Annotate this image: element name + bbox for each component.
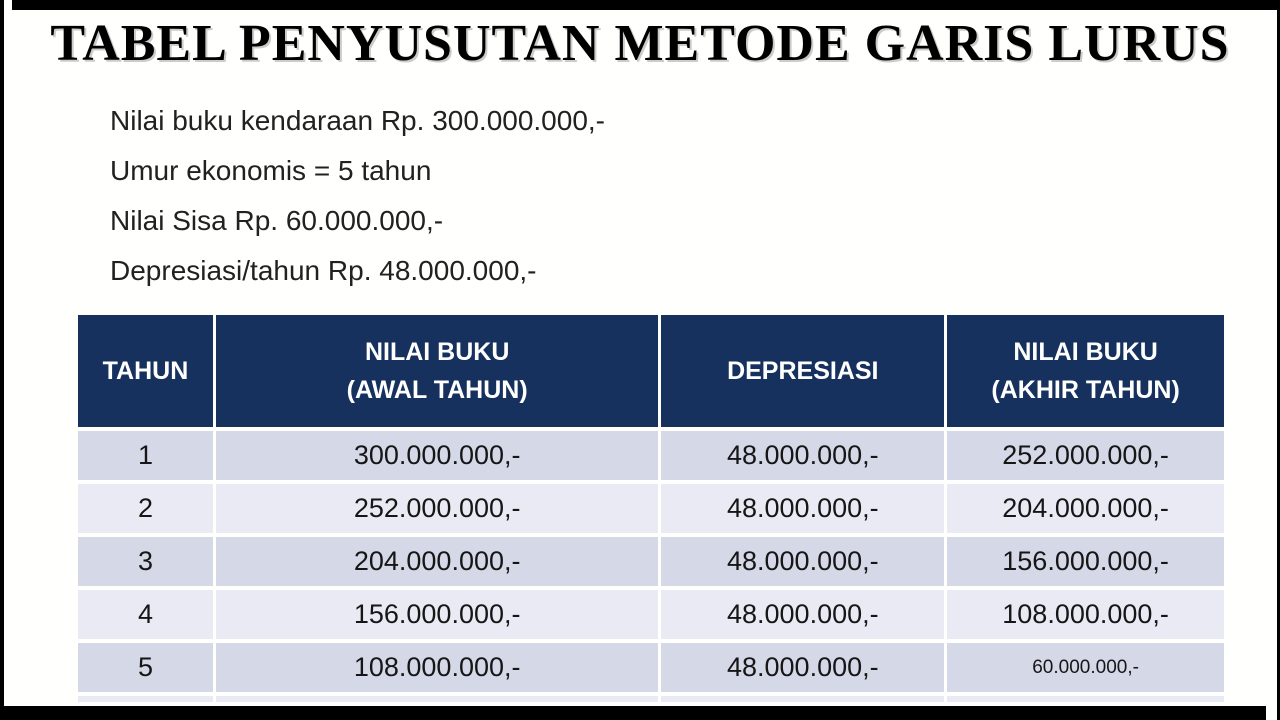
letterbox-top-bar [12, 0, 1280, 10]
slide-title: TABEL PENYUSUTAN METODE GARIS LURUS [50, 15, 1230, 72]
frame-left-edge [0, 0, 4, 706]
column-header-nilai-buku-akhir: NILAI BUKU (AKHIR TAHUN) [947, 315, 1224, 427]
cell-tahun-2: 2 [78, 484, 213, 533]
info-line-depresiasi-per-tahun: Depresiasi/tahun Rp. 48.000.000,- [110, 255, 537, 286]
cell-awal-5: 108.000.000,- [216, 643, 659, 692]
cell-awal-1: 300.000.000,- [216, 431, 659, 480]
table-bottom-sliver [661, 696, 944, 702]
cell-awal-2: 252.000.000,- [216, 484, 659, 533]
table-bottom-sliver [216, 696, 659, 702]
table-bottom-sliver [947, 696, 1224, 702]
cell-akhir-5: 60.000.000,- [947, 643, 1224, 692]
letterbox-bottom-bar [0, 706, 1266, 720]
column-header-nilai-buku-awal: NILAI BUKU (AWAL TAHUN) [216, 315, 659, 427]
depreciation-table [78, 315, 1224, 702]
cell-depresiasi-1: 48.000.000,- [661, 431, 944, 480]
cell-awal-3: 204.000.000,- [216, 537, 659, 586]
cell-depresiasi-2: 48.000.000,- [661, 484, 944, 533]
cell-tahun-5: 5 [78, 643, 213, 692]
cell-akhir-1: 252.000.000,- [947, 431, 1224, 480]
cell-depresiasi-5: 48.000.000,- [661, 643, 944, 692]
table-bottom-sliver [78, 696, 213, 702]
cell-tahun-1: 1 [78, 431, 213, 480]
cell-awal-4: 156.000.000,- [216, 590, 659, 639]
cell-depresiasi-3: 48.000.000,- [661, 537, 944, 586]
cell-akhir-4: 108.000.000,- [947, 590, 1224, 639]
info-block [110, 96, 605, 296]
info-line-nilai-sisa: Nilai Sisa Rp. 60.000.000,- [110, 205, 444, 236]
cell-tahun-3: 3 [78, 537, 213, 586]
info-line-nilai-buku-kendaraan: Nilai buku kendaraan Rp. 300.000.000,- [110, 105, 606, 136]
cell-akhir-2: 204.000.000,- [947, 484, 1224, 533]
cell-tahun-4: 4 [78, 590, 213, 639]
cell-depresiasi-4: 48.000.000,- [661, 590, 944, 639]
column-header-tahun: TAHUN [78, 315, 213, 427]
info-line-umur-ekonomis: Umur ekonomis = 5 tahun [110, 155, 432, 186]
cell-akhir-3: 156.000.000,- [947, 537, 1224, 586]
column-header-depresiasi: DEPRESIASI [661, 315, 944, 427]
